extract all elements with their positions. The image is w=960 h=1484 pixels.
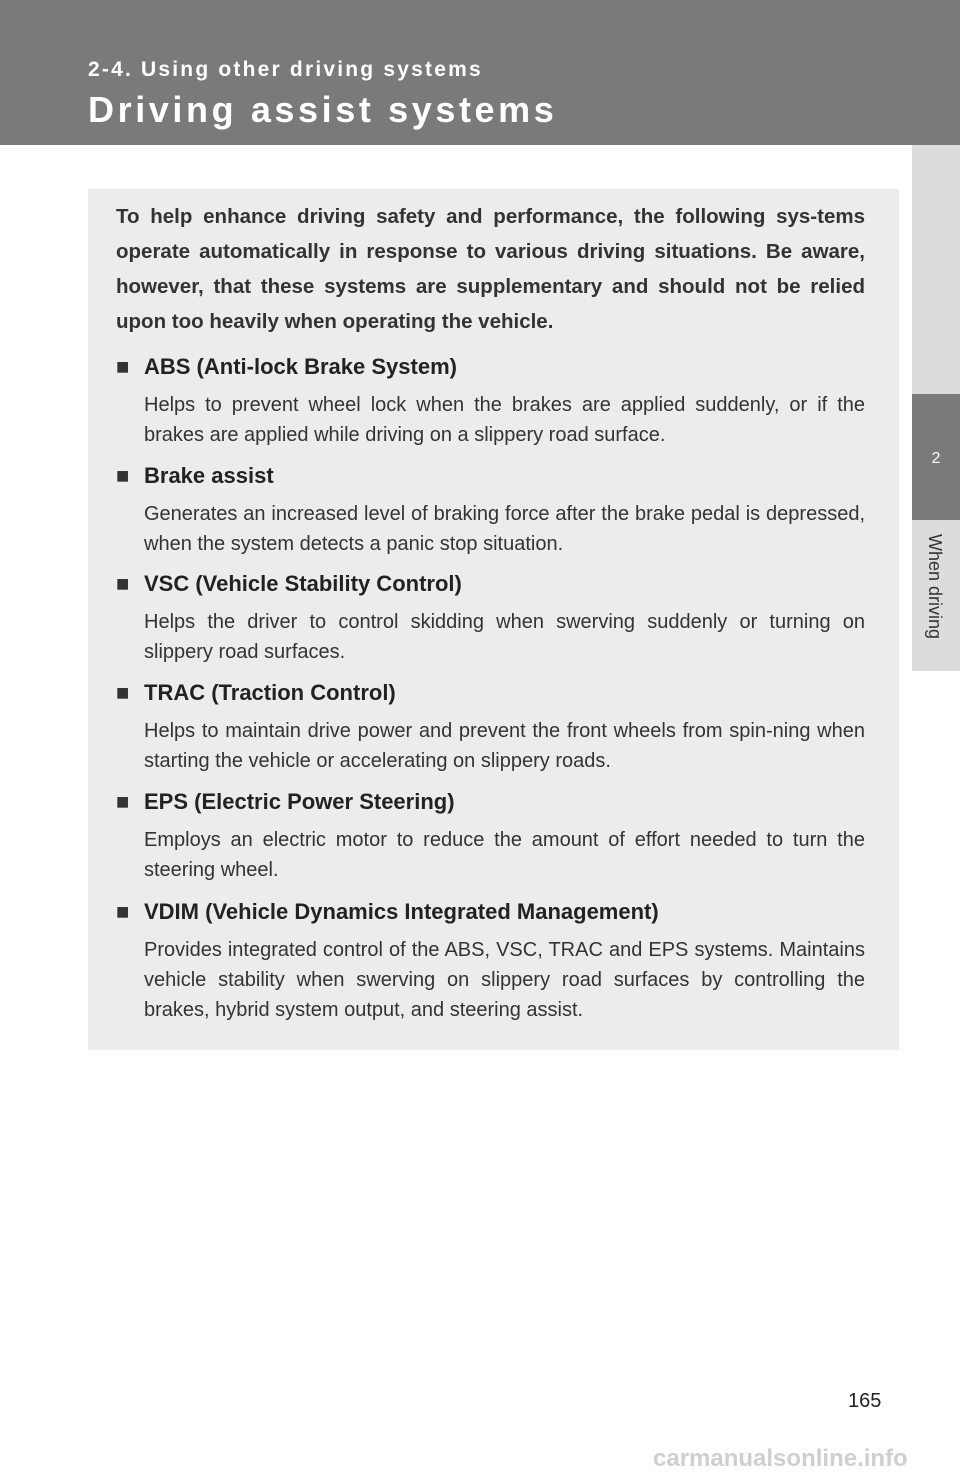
item-heading-text: TRAC (Traction Control) bbox=[144, 680, 396, 705]
item-heading-text: VDIM (Vehicle Dynamics Integrated Management) bbox=[144, 899, 659, 924]
chapter-label: When driving bbox=[925, 534, 945, 640]
square-bullet-icon: ■ bbox=[116, 463, 130, 488]
item-body: Provides integrated control of the ABS, VSC, TRAC and EPS systems. Maintains vehicle stability when swerving on slippery road surfaces by controlling the brakes, hybrid system output, and steering assist. bbox=[144, 939, 865, 1021]
item-heading-text: Brake assist bbox=[144, 463, 274, 488]
item-heading-text: EPS (Electric Power Steering) bbox=[144, 789, 455, 814]
system-item-vdim bbox=[116, 897, 865, 1025]
chapter-number: 2 bbox=[931, 450, 941, 467]
system-item-vsc bbox=[116, 569, 865, 667]
item-body: Helps to maintain drive power and prevent the front wheels from spin-ning when starting the vehicle or accelerating on slippery roads. bbox=[144, 720, 865, 772]
item-body: Employs an electric motor to reduce the amount of effort needed to turn the steering wheel. bbox=[144, 829, 865, 881]
item-heading bbox=[116, 787, 865, 817]
item-heading bbox=[116, 352, 865, 382]
item-heading bbox=[116, 569, 865, 599]
system-item-trac bbox=[116, 678, 865, 776]
item-body: Helps the driver to control skidding when swerving suddenly or turning on slippery road surfaces. bbox=[144, 611, 865, 663]
item-body: Generates an increased level of braking force after the brake pedal is depressed, when the system detects a panic stop situation. bbox=[144, 503, 865, 555]
item-body: Helps to prevent wheel lock when the brakes are applied suddenly, or if the brakes are applied while driving on a slippery road surface. bbox=[144, 394, 865, 446]
item-heading bbox=[116, 461, 865, 491]
system-item-eps bbox=[116, 787, 865, 885]
intro-paragraph: To help enhance driving safety and performance, the following sys-tems operate automatically in response to various driving situations. Be aware, however, that these systems are supplementary and should not be relied upon too heavily when operating the vehicle. bbox=[116, 205, 865, 333]
square-bullet-icon: ■ bbox=[116, 354, 130, 379]
square-bullet-icon: ■ bbox=[116, 899, 130, 924]
item-heading bbox=[116, 678, 865, 708]
page-title: Driving assist systems bbox=[88, 89, 558, 130]
item-heading bbox=[116, 897, 865, 927]
section-heading: 2-4. Using other driving systems bbox=[88, 58, 483, 81]
system-item-brake-assist bbox=[116, 461, 865, 559]
page-number: 165 bbox=[848, 1390, 882, 1412]
page-header bbox=[0, 0, 960, 145]
square-bullet-icon: ■ bbox=[116, 789, 130, 814]
square-bullet-icon: ■ bbox=[116, 680, 130, 705]
square-bullet-icon: ■ bbox=[116, 571, 130, 596]
item-heading-text: VSC (Vehicle Stability Control) bbox=[144, 571, 462, 596]
system-item-abs bbox=[116, 352, 865, 450]
item-heading-text: ABS (Anti-lock Brake System) bbox=[144, 354, 457, 379]
watermark: carmanualsonline.info bbox=[653, 1445, 908, 1472]
